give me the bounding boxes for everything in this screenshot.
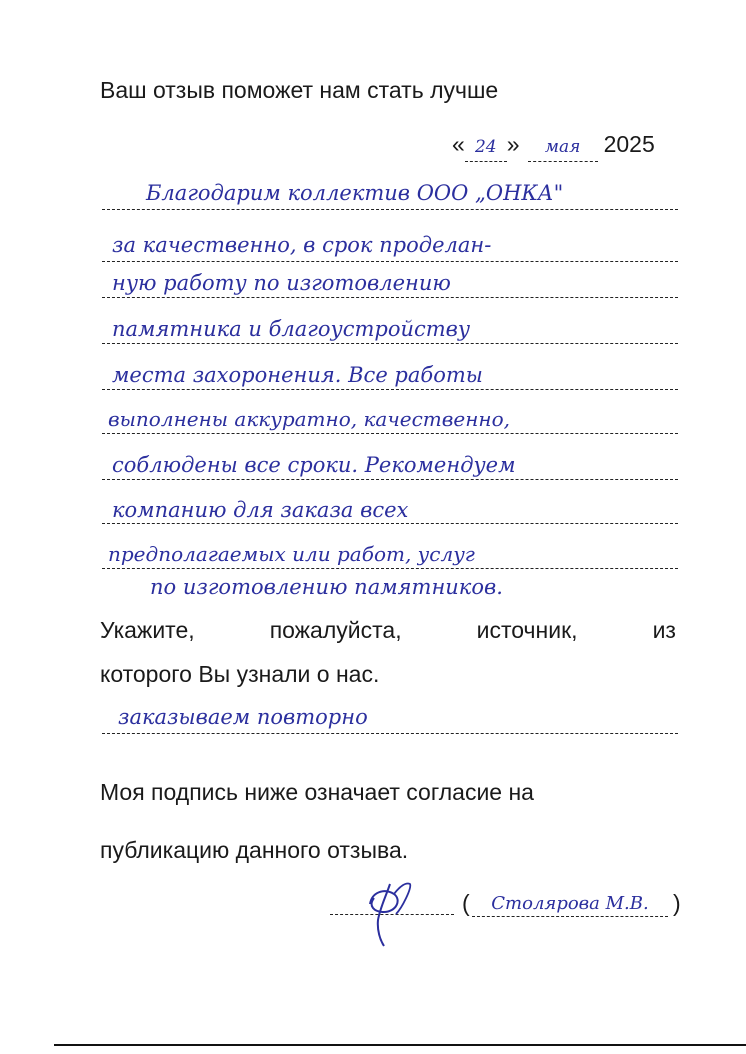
handwritten-signature-icon: [350, 878, 420, 950]
review-line-rule: [102, 343, 678, 344]
signature-open-paren: (: [462, 890, 470, 916]
review-text-line: памятника и благоустройству: [112, 317, 471, 341]
review-line-rule: [102, 389, 678, 390]
signatory-name: Столярова М.В.: [472, 892, 668, 917]
review-text-line: места захоронения. Все работы: [112, 363, 483, 387]
review-text-line: соблюдены все сроки. Рекомендуем: [112, 453, 516, 477]
page-edge-rule: [54, 1044, 746, 1046]
date-line: [452, 130, 655, 162]
review-text-line: предполагаемых или работ, услуг: [108, 542, 475, 566]
date-close-quote: »: [506, 131, 520, 157]
review-text-line: выполнены аккуратно, качественно,: [108, 407, 510, 431]
review-text-line: Благодарим коллектив ООО „ОНКА": [146, 181, 564, 205]
signature-row: [330, 890, 690, 950]
source-question-word: источник,: [476, 617, 578, 643]
source-question-word: Укажите,: [100, 617, 195, 643]
consent-line1: Моя подпись ниже означает согласие на: [100, 779, 534, 805]
source-question-line2: которого Вы узнали о нас.: [100, 661, 380, 687]
review-text-line: по изготовлению памятников.: [150, 575, 503, 599]
review-line-rule: [102, 209, 678, 210]
review-line-rule: [102, 297, 678, 298]
date-year: 2025: [603, 131, 655, 157]
review-line-rule: [102, 523, 678, 524]
review-line-rule: [102, 568, 678, 569]
review-line-rule: [102, 433, 678, 434]
review-text-line: ную работу по изготовлению: [112, 271, 451, 295]
review-text-line: компанию для заказа всех: [112, 498, 409, 522]
consent-line2: публикацию данного отзыва.: [100, 837, 409, 863]
source-answer-rule: [102, 733, 678, 734]
signature-close-paren: ): [673, 890, 681, 916]
source-question-word: пожалуйста,: [269, 617, 402, 643]
date-open-quote: «: [452, 131, 465, 157]
review-line-rule: [102, 479, 678, 480]
date-day: 24: [465, 133, 507, 162]
review-text-line: за качественно, в срок проделан-: [112, 233, 492, 257]
date-month: мая: [528, 133, 598, 162]
source-question-line1: [100, 616, 676, 644]
form-title: Ваш отзыв поможет нам стать лучше: [100, 77, 499, 103]
review-line-rule: [102, 261, 678, 262]
source-answer: заказываем повторно: [118, 705, 368, 729]
source-question-word: из: [652, 617, 676, 643]
